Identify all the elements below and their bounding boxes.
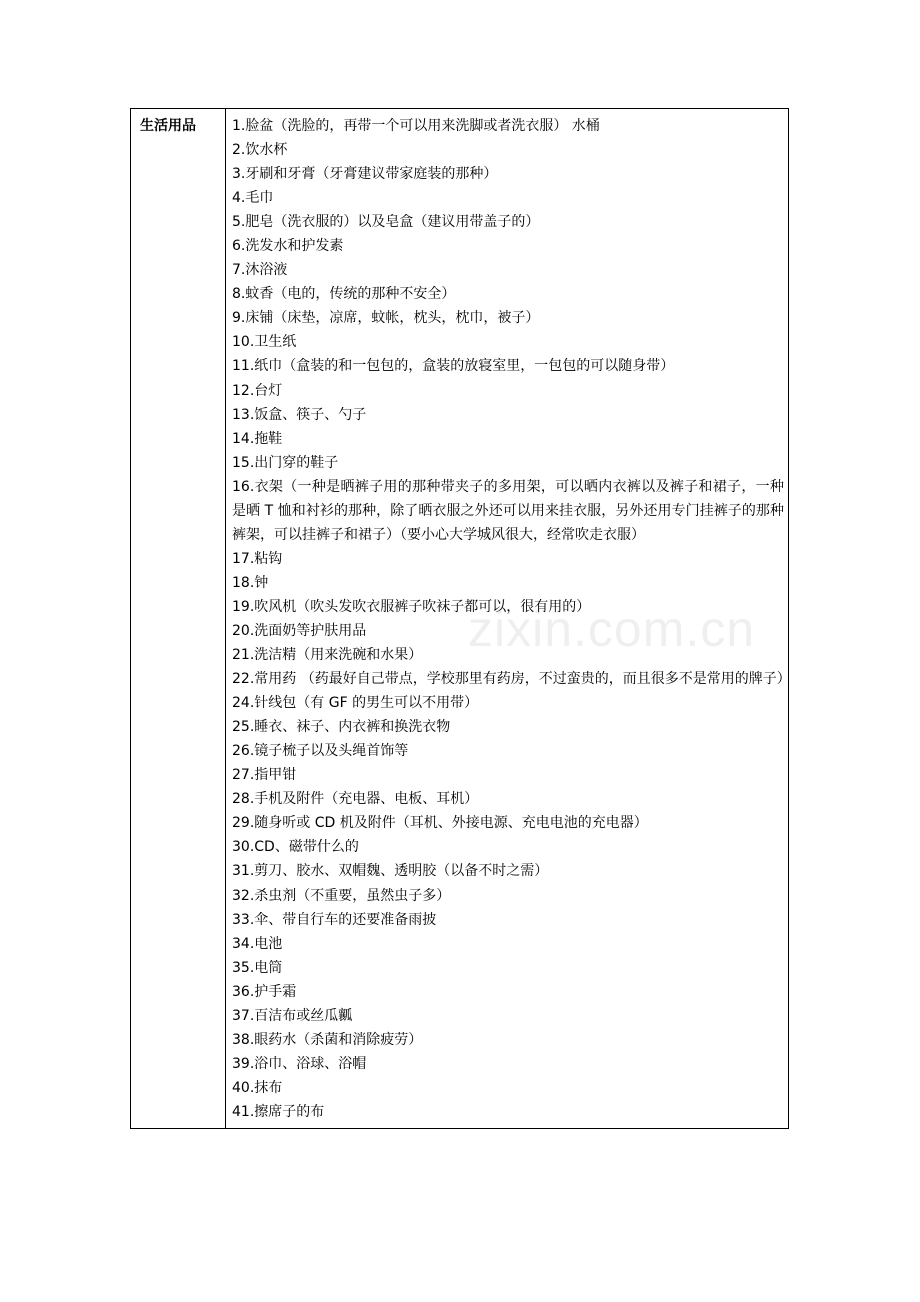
list-item: 30.CD、磁带什么的 [232, 839, 359, 856]
list-item: 19.吹风机（吹头发吹衣服裤子吹袜子都可以，很有用的） [232, 598, 591, 615]
list-item: 6.洗发水和护发素 [232, 238, 344, 255]
list-item: 26.镜子梳子以及头绳首饰等 [232, 743, 409, 760]
list-item: 36.护手霜 [232, 983, 297, 1000]
list-item: 33.伞、带自行车的还要准备雨披 [232, 911, 437, 928]
list-item: 34.电池 [232, 935, 283, 952]
list-item: 8.蚊香（电的，传统的那种不安全） [232, 286, 456, 303]
list-item: 7.沐浴液 [232, 262, 288, 279]
list-item: 9.床铺（床垫，凉席，蚊帐，枕头，枕巾，被子） [232, 310, 540, 327]
table-row [131, 109, 789, 1129]
list-item: 32.杀虫剂（不重要，虽然虫子多） [232, 887, 451, 904]
list-item: 4.毛巾 [232, 190, 274, 207]
list-item: 29.随身听或 CD 机及附件（耳机、外接电源、充电电池的充电器） [232, 815, 648, 832]
list-item: 21.洗洁精（用来洗碗和水果） [232, 647, 423, 664]
list-item: 17.粘钩 [232, 550, 283, 567]
list-item: 37.百洁布或丝瓜瓤 [232, 1007, 353, 1024]
list-item: 41.擦席子的布 [232, 1103, 325, 1120]
list-item: 22.常用药 （药最好自己带点，学校那里有药房，不过蛮贵的，而且很多不是常用的牌子） [232, 671, 791, 688]
list-item: 11.纸巾（盒装的和一包包的，盒装的放寝室里，一包包的可以随身带） [232, 358, 675, 375]
list-item: 25.睡衣、袜子、内衣裤和换洗衣物 [232, 719, 451, 736]
list-item: 5.肥皂（洗衣服的）以及皂盒（建议用带盖子的） [232, 214, 540, 231]
list-item: 38.眼药水（杀菌和消除疲劳） [232, 1031, 423, 1048]
list-item: 3.牙刷和牙膏（牙膏建议带家庭装的那种） [232, 166, 498, 183]
list-item: 1.脸盆（洗脸的，再带一个可以用来洗脚或者洗衣服） 水桶 [232, 118, 600, 134]
watermark-text: zixin.com.cn [468, 601, 756, 657]
list-item: 20.洗面奶等护肤用品 [232, 622, 367, 639]
category-label: 生活用品 [140, 118, 196, 134]
list-item: 27.指甲钳 [232, 767, 297, 784]
list-item: 15.出门穿的鞋子 [232, 454, 339, 471]
category-cell [131, 109, 226, 1129]
list-item: 35.电筒 [232, 959, 283, 976]
list-item: 12.台灯 [232, 382, 283, 399]
item-list [232, 114, 791, 1124]
list-item: 2.饮水杯 [232, 142, 288, 159]
list-item: 10.卫生纸 [232, 334, 297, 351]
list-item: 39.浴巾、浴球、浴帽 [232, 1055, 367, 1072]
list-item: 18.钟 [232, 574, 269, 591]
list-item: 13.饭盒、筷子、勺子 [232, 406, 367, 423]
checklist-table [130, 108, 789, 1129]
list-item: 24.针线包（有 GF 的男生可以不用带） [232, 695, 479, 712]
list-item: 28.手机及附件（充电器、电板、耳机） [232, 791, 479, 808]
list-item: 16.衣架（一种是晒裤子用的那种带夹子的多用架，可以晒内衣裤以及裤子和裙子，一种是晒 T 恤和衬衫的那种，除了晒衣服之外还可以用来挂衣服，另外还用专门挂裤子的那种裤架，可以挂裤子和裙子）（要小心大学城风很大，经常吹走衣服） [232, 478, 784, 543]
list-item: 14.拖鞋 [232, 430, 283, 447]
list-item: 40.抹布 [232, 1079, 283, 1096]
list-item: 31.剪刀、胶水、双帽魏、透明胶（以备不时之需） [232, 863, 549, 880]
items-cell [226, 109, 789, 1129]
